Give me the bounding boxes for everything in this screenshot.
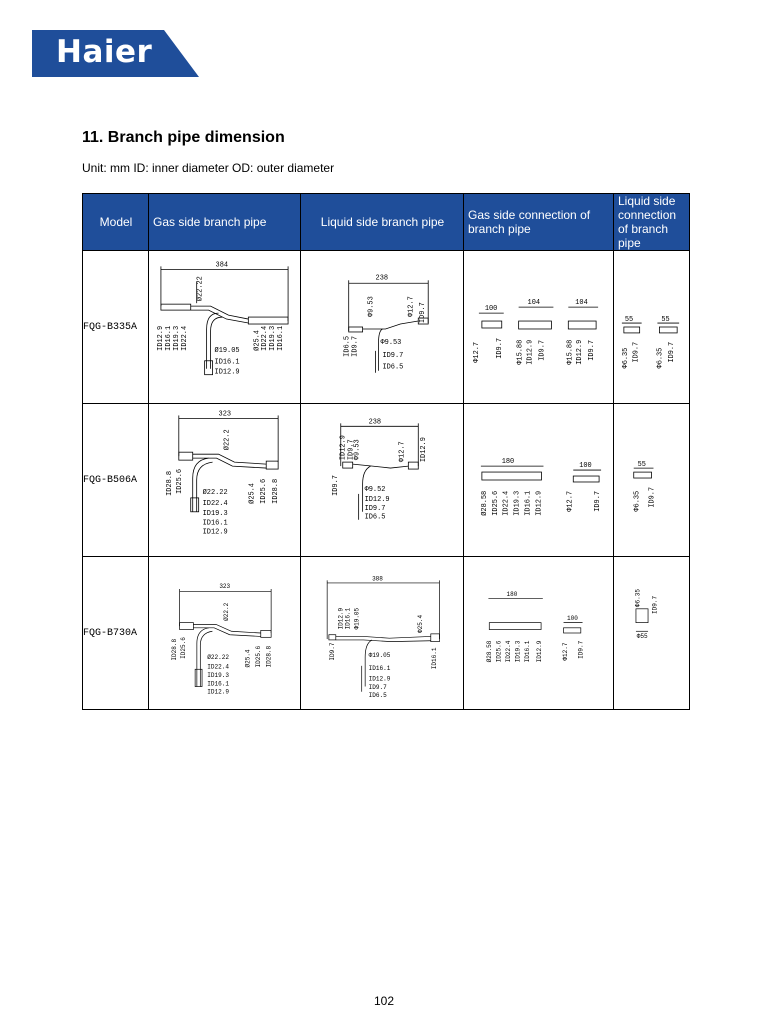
dim-label: Ø22.22 — [196, 276, 205, 302]
dim-label: ID12.9 — [214, 368, 240, 377]
model-cell: FQG-B730A — [83, 557, 149, 710]
dim-label: ID12.9 — [368, 675, 391, 683]
dim-label: Φ6.35 — [633, 490, 642, 512]
dim-label: Ø28.58 — [480, 490, 489, 516]
dim-label: ID28.8 — [272, 478, 281, 504]
dim-label: ID25.6 — [260, 478, 269, 504]
dim-label: ID9.7 — [331, 475, 340, 496]
dim-label: ID22.4 — [261, 325, 270, 351]
dim-label: ID9.7 — [588, 339, 597, 361]
dim-label: ID9.7 — [495, 337, 504, 359]
liquid-branch-drawing — [301, 557, 464, 710]
logo-text: Haier — [56, 34, 153, 70]
dim-label: ID12.9 — [535, 490, 544, 516]
dim-label: Ø25.4 — [244, 649, 252, 668]
table-header-row — [83, 194, 690, 251]
dim-label: ID25.6 — [175, 468, 184, 494]
dim-label: ID6.5 — [343, 335, 352, 357]
brand-logo — [32, 30, 199, 77]
dim-length: 323 — [218, 410, 232, 419]
dim-label: Φ55 — [636, 633, 648, 641]
dim-length: 180 — [506, 590, 518, 598]
dim-label: ID9.7 — [538, 339, 547, 361]
dim-label: ID16.1 — [368, 665, 391, 673]
gas-connection-drawing — [464, 251, 614, 404]
dim-length: 104 — [575, 299, 588, 308]
liquid-connection-drawing — [614, 557, 690, 710]
gas-connection-drawing — [464, 404, 614, 557]
gas-branch-drawing — [149, 557, 301, 710]
dim-label: ID19.3 — [269, 325, 278, 351]
dim-length: 388 — [372, 575, 383, 583]
dim-label: Φ12.7 — [398, 441, 407, 463]
dim-label: ID22.4 — [505, 640, 512, 663]
dim-label: ID25.6 — [491, 490, 500, 516]
dim-label: ID16.1 — [207, 680, 229, 688]
dim-label: Ø22.2 — [222, 602, 230, 621]
dim-label: Ø25.4 — [253, 330, 262, 351]
gas-branch-drawing — [149, 404, 301, 557]
dim-length: 104 — [527, 299, 541, 308]
dim-label: ID16.1 — [277, 325, 286, 351]
dim-label: ID9.7 — [668, 341, 677, 363]
dim-label: Ø28.58 — [486, 640, 493, 663]
dim-label: ID25.6 — [495, 640, 503, 663]
dim-label: ID16.1 — [202, 519, 228, 528]
dim-label: Φ9.52 — [364, 485, 386, 494]
dim-label: Φ19.05 — [368, 652, 391, 660]
liquid-branch-drawing — [301, 404, 464, 557]
dim-label: ID19.3 — [513, 490, 522, 516]
dim-label: ID16.1 — [524, 640, 531, 663]
dim-length: 100 — [567, 615, 578, 623]
dim-label: ID28.8 — [265, 645, 273, 668]
dim-label: ID28.8 — [171, 638, 179, 661]
header-model: Model — [83, 194, 149, 251]
dim-label: ID28.8 — [165, 470, 174, 496]
dim-label: ID9.7 — [648, 486, 657, 508]
dim-label: ID12.9 — [207, 688, 229, 696]
dim-label: ID9.7 — [347, 439, 356, 461]
dim-label: ID9.7 — [351, 335, 360, 357]
page-title: 11. Branch pipe dimension — [82, 129, 285, 146]
dim-label: ID12.9 — [337, 607, 345, 630]
dim-label: ID19.3 — [172, 325, 181, 351]
dim-label: ID19.3 — [514, 640, 522, 663]
dim-label: ID16.1 — [164, 325, 173, 351]
table-row — [83, 557, 690, 710]
dim-label: Φ12.7 — [562, 642, 569, 661]
dim-label: ID16.1 — [214, 358, 240, 367]
dim-label: ID9.7 — [364, 504, 386, 513]
dim-label: Φ9.53 — [367, 296, 376, 318]
page-number: 102 — [373, 994, 395, 1008]
dim-label: ID22.4 — [202, 499, 228, 508]
dim-length: 180 — [501, 458, 515, 467]
model-cell: FQG-B506A — [83, 404, 149, 557]
branch-pipe-table — [82, 193, 690, 710]
liquid-connection-drawing — [614, 251, 690, 404]
gas-branch-drawing — [149, 251, 301, 404]
dim-label: ID9.7 — [577, 640, 585, 659]
dim-length: 55 — [624, 316, 634, 325]
dim-label: ID22.4 — [502, 490, 511, 516]
dim-label: ID9.7 — [594, 490, 603, 512]
dim-length: 55 — [661, 316, 670, 325]
dim-label: Φ6.35 — [634, 588, 642, 608]
dim-label: Φ15.88 — [566, 339, 575, 365]
dim-label: Φ6.35 — [621, 347, 630, 369]
dim-length: 384 — [215, 261, 229, 270]
dim-label: Φ19.05 — [353, 607, 361, 630]
dim-label: Φ12.7 — [566, 490, 575, 512]
dim-label: ID9.7 — [632, 341, 641, 363]
dim-label: ID12.9 — [202, 528, 228, 537]
dim-length: 55 — [637, 461, 646, 470]
dim-label: ID12.9 — [339, 435, 348, 461]
dim-label: ID9.7 — [651, 595, 659, 614]
dim-label: Φ12.7 — [407, 296, 416, 318]
dim-label: ID9.7 — [329, 642, 337, 661]
unit-note: Unit: mm ID: inner diameter OD: outer diameter — [82, 161, 335, 175]
dim-label: ID6.5 — [364, 513, 386, 522]
dim-label: ID22.4 — [207, 663, 229, 671]
dim-label: ID9.7 — [419, 302, 428, 324]
dim-label: ID12.9 — [536, 640, 544, 663]
header-gas-connection: Gas side connection of branch pipe — [464, 194, 614, 251]
dim-label: ID19.3 — [207, 672, 229, 680]
dim-length: 100 — [579, 462, 592, 471]
dim-label: ID12.9 — [576, 339, 585, 365]
dim-label: Φ6.35 — [656, 347, 665, 369]
dim-label: Ø22.22 — [202, 488, 228, 497]
dim-label: Ø22.22 — [207, 653, 229, 661]
header-liquid-branch: Liquid side branch pipe — [301, 194, 464, 251]
dim-label: Ø19.05 — [214, 346, 240, 355]
dim-label: Φ15.88 — [516, 339, 525, 365]
dim-label: ID25.6 — [254, 645, 262, 668]
liquid-branch-drawing — [301, 251, 464, 404]
header-liquid-connection: Liquid side connection of branch pipe — [614, 194, 690, 251]
dim-label: ID16.1 — [344, 607, 352, 630]
dim-label: Φ25.4 — [417, 614, 425, 633]
table-row — [83, 404, 690, 557]
dim-label: ID6.5 — [382, 363, 404, 372]
dim-label: Ø22.2 — [223, 429, 232, 451]
dim-label: Φ9.53 — [380, 338, 402, 347]
dim-label: ID22.4 — [180, 325, 189, 351]
dim-label: Φ12.7 — [472, 341, 481, 363]
dim-length: 323 — [219, 583, 231, 591]
dim-label: Ø25.4 — [248, 483, 257, 504]
dim-label: ID9.7 — [368, 684, 387, 692]
dim-label: ID12.9 — [526, 339, 535, 365]
dim-label: ID12.9 — [364, 495, 390, 504]
dim-label: ID9.7 — [382, 351, 404, 360]
dim-length: 100 — [484, 305, 498, 314]
model-cell: FQG-B335A — [83, 251, 149, 404]
dim-label: ID6.5 — [368, 691, 387, 699]
dim-label: ID16.1 — [524, 490, 533, 516]
dim-label: ID25.6 — [179, 637, 187, 659]
dim-label: ID19.3 — [202, 509, 228, 518]
gas-connection-drawing — [464, 557, 614, 710]
dim-length: 238 — [375, 274, 389, 283]
liquid-connection-drawing — [614, 404, 690, 557]
header-gas-branch: Gas side branch pipe — [149, 194, 301, 251]
dim-length: 238 — [368, 418, 382, 427]
dim-label: ID12.9 — [156, 325, 165, 351]
dim-label: ID12.9 — [420, 437, 429, 463]
dim-label: ID16.1 — [430, 647, 438, 670]
table-row — [83, 251, 690, 404]
dim-label: Φ9.53 — [353, 439, 362, 461]
